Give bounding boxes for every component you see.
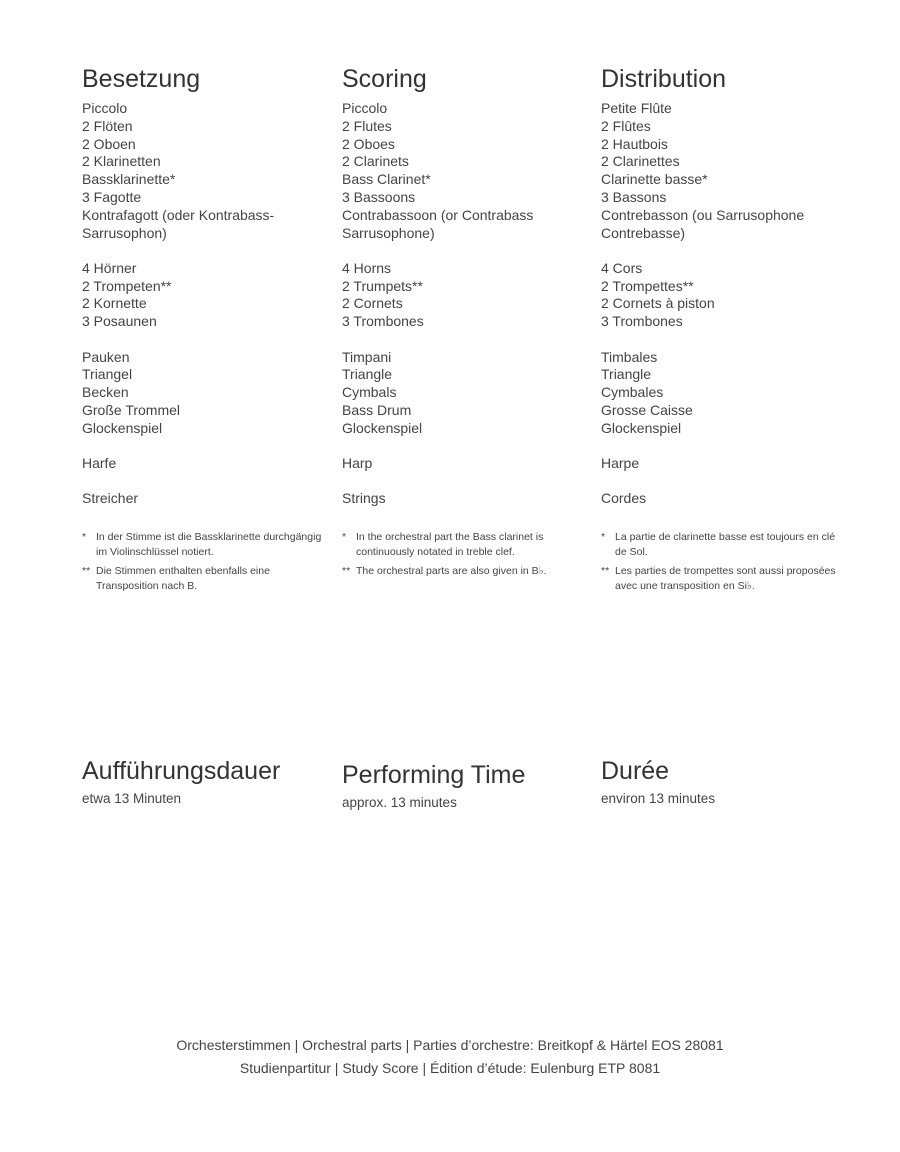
instrument-line: Sarrusophone) xyxy=(342,224,435,241)
footnotes xyxy=(82,530,322,594)
duration-german xyxy=(82,756,332,808)
instrument-line: 2 Trumpets** xyxy=(342,277,423,294)
instrument-line: Kontrafagott (oder Kontrabass- xyxy=(82,206,275,223)
instrument-line: 2 Flûtes xyxy=(601,117,651,134)
duration-value: approx. 13 minutes xyxy=(342,795,457,810)
footnote xyxy=(82,564,322,594)
duration-heading: Performing Time xyxy=(342,761,526,789)
footnote-text: In der Stimme ist die Bassklarinette durchgängig im Violinschlüssel notiert. xyxy=(96,531,322,559)
orchestral-parts-line: Orchesterstimmen | Orchestral parts | Parties d’orchestre: Breitkopf & Härtel EOS 28081 xyxy=(176,1037,724,1053)
strings-group xyxy=(342,490,582,508)
instrument-line: Strings xyxy=(342,490,386,507)
woodwind-group xyxy=(82,100,322,242)
instrument-line: 2 Cornets xyxy=(342,295,403,312)
column-heading: Scoring xyxy=(342,65,427,93)
instrument-line: Timbales xyxy=(601,348,658,365)
instrument-line: 4 Hörner xyxy=(82,259,137,276)
instrument-line: Streicher xyxy=(82,490,139,507)
instrument-line: 2 Cornets à piston xyxy=(601,295,715,312)
instrument-line: 2 Clarinets xyxy=(342,153,409,170)
instrument-line: 2 Oboen xyxy=(82,135,136,152)
instrument-line: Grosse Caisse xyxy=(601,401,693,418)
percussion-group xyxy=(342,349,582,438)
instrument-line: 3 Posaunen xyxy=(82,313,157,330)
instrument-line: 2 Flutes xyxy=(342,117,392,134)
footnote-mark: ** xyxy=(342,565,351,578)
instrument-line: Glockenspiel xyxy=(601,419,682,436)
harp-group xyxy=(601,455,841,473)
instrument-line: 4 Horns xyxy=(342,259,392,276)
strings-group xyxy=(82,490,322,508)
footnote xyxy=(601,564,841,594)
harp-group xyxy=(82,455,322,473)
instrument-line: Piccolo xyxy=(82,100,128,116)
instrument-line: 3 Trombones xyxy=(342,313,424,330)
study-score-line: Studienpartitur | Study Score | Édition d’étude: Eulenburg ETP 8081 xyxy=(239,1060,661,1076)
instrument-line: Glockenspiel xyxy=(342,419,423,436)
instrument-line: Triangel xyxy=(82,366,133,383)
instrument-line: 2 Clarinettes xyxy=(601,153,680,170)
harp-group xyxy=(342,455,582,473)
instrument-line: 2 Flöten xyxy=(82,117,133,134)
footnote-mark: ** xyxy=(601,565,610,578)
instrument-line: 2 Kornette xyxy=(82,295,147,312)
instrument-line: Bass Drum xyxy=(342,401,412,418)
duration-heading: Durée xyxy=(601,757,670,785)
instrument-line: Pauken xyxy=(82,348,130,365)
publication-footer xyxy=(0,1034,900,1080)
instrument-line: Contrebasson (ou Sarrusophone xyxy=(601,206,805,223)
instrument-line: Sarrusophon) xyxy=(82,224,167,241)
column-heading: Besetzung xyxy=(82,65,201,93)
instrument-line: 2 Trompeten** xyxy=(82,277,172,294)
instrument-line: Contrebasse) xyxy=(601,224,686,241)
instrument-line: Piccolo xyxy=(342,100,388,116)
instrument-line: 2 Trompettes** xyxy=(601,277,694,294)
strings-group xyxy=(601,490,841,508)
instrument-line: Clarinette basse* xyxy=(601,171,708,188)
footnote-text: Die Stimmen enthalten ebenfalls eine Transposition nach B. xyxy=(96,565,270,593)
instrument-line: Glockenspiel xyxy=(82,419,163,436)
instrument-line: Cordes xyxy=(601,490,647,507)
woodwind-group xyxy=(601,100,841,242)
footnote-mark: * xyxy=(342,531,347,544)
footnote-mark: ** xyxy=(82,565,91,578)
scoring-column-english xyxy=(342,64,582,583)
column-heading: Distribution xyxy=(601,65,727,93)
footnote-mark: * xyxy=(601,531,606,544)
woodwind-group xyxy=(342,100,582,242)
footnote xyxy=(342,530,582,560)
instrument-line: Bassklarinette* xyxy=(82,171,176,188)
instrument-line: 3 Fagotte xyxy=(82,188,142,205)
brass-group xyxy=(82,260,322,331)
instrument-line: Cymbales xyxy=(601,384,664,401)
footnote-text: La partie de clarinette basse est toujours en clé de Sol. xyxy=(615,531,836,559)
instrument-line: Cymbals xyxy=(342,384,397,401)
scoring-column-german xyxy=(82,64,322,598)
percussion-group xyxy=(601,349,841,438)
footnote xyxy=(342,564,582,579)
footnote-text: In the orchestral part the Bass clarinet is continuously notated in treble clef. xyxy=(356,531,544,559)
duration-value: environ 13 minutes xyxy=(601,791,716,806)
instrument-line: Bass Clarinet* xyxy=(342,171,431,188)
instrument-line: Harfe xyxy=(82,455,117,472)
instrument-line: Petite Flûte xyxy=(601,100,672,116)
duration-english xyxy=(342,760,592,812)
footnote-text: The orchestral parts are also given in B♭. xyxy=(356,565,547,578)
instrument-line: Timpani xyxy=(342,348,392,365)
instrument-line: Große Trommel xyxy=(82,401,181,418)
footnotes xyxy=(342,530,582,579)
instrument-line: 3 Bassons xyxy=(601,188,667,205)
instrument-line: 2 Oboes xyxy=(342,135,395,152)
instrument-line: Triangle xyxy=(601,366,652,383)
instrument-line: 2 Hautbois xyxy=(601,135,668,152)
instrument-line: 4 Cors xyxy=(601,259,643,276)
percussion-group xyxy=(82,349,322,438)
footnote-mark: * xyxy=(82,531,87,544)
scoring-column-french xyxy=(601,64,841,598)
footnote xyxy=(601,530,841,560)
instrument-line: Triangle xyxy=(342,366,393,383)
instrument-line: Contrabassoon (or Contrabass xyxy=(342,206,534,223)
instrument-line: 2 Klarinetten xyxy=(82,153,161,170)
instrument-line: Harpe xyxy=(601,455,640,472)
footnote-text: Les parties de trompettes sont aussi proposées avec une transposition en Si♭. xyxy=(615,565,836,593)
duration-value: etwa 13 Minuten xyxy=(82,791,182,806)
duration-french xyxy=(601,756,851,808)
brass-group xyxy=(601,260,841,331)
instrument-line: 3 Bassoons xyxy=(342,188,416,205)
brass-group xyxy=(342,260,582,331)
instrument-line: Becken xyxy=(82,384,129,401)
instrument-line: Harp xyxy=(342,455,373,472)
footnotes xyxy=(601,530,841,594)
footnote xyxy=(82,530,322,560)
duration-heading: Aufführungsdauer xyxy=(82,757,281,785)
instrument-line: 3 Trombones xyxy=(601,313,683,330)
